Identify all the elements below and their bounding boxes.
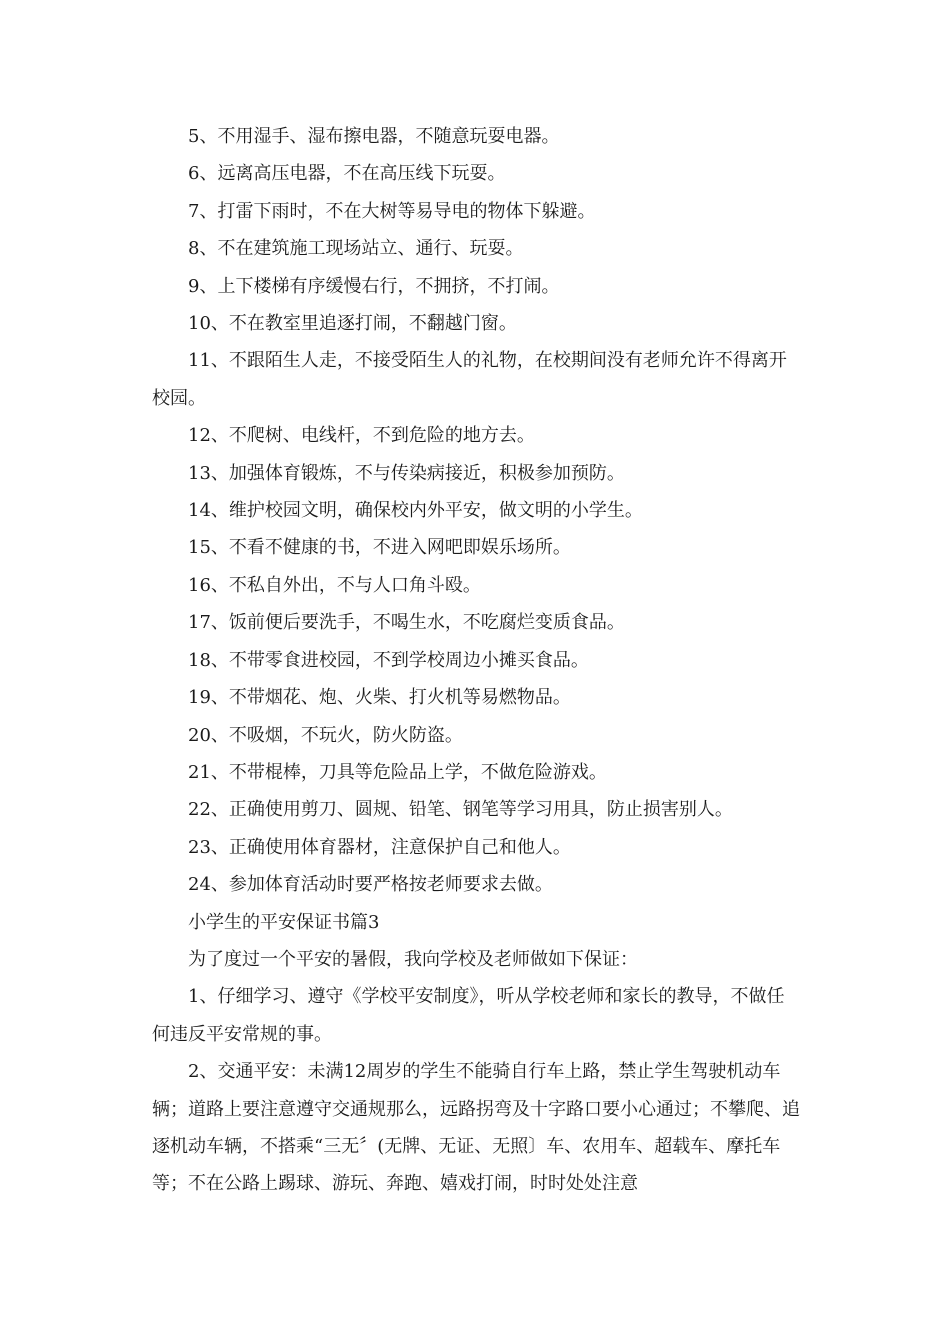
rule-item-6: 6、远离高压电器，不在高压线下玩耍。: [188, 163, 506, 185]
rule-item-7: 7、打雷下雨时，不在大树等易导电的物体下躲避。: [188, 200, 596, 222]
rule-item-8: 8、不在建筑施工现场站立、通行、玩耍。: [188, 238, 524, 260]
section-heading: 小学生的平安保证书篇3: [188, 911, 380, 933]
document-body: [152, 118, 802, 1203]
rule-item-10: 10、不在教室里追逐打闹，不翻越门窗。: [188, 313, 517, 335]
rule-item-15: 15、不看不健康的书，不进入网吧即娱乐场所。: [188, 537, 571, 559]
rule-item-22: 22、正确使用剪刀、圆规、铅笔、钢笔等学习用具，防止损害别人。: [188, 799, 733, 821]
rule-item-18: 18、不带零食进校园，不到学校周边小摊买食品。: [188, 649, 589, 671]
rule-item-13: 13、加强体育锻炼，不与传染病接近，积极参加预防。: [188, 462, 625, 484]
rule-item-17: 17、饭前便后要洗手，不喝生水，不吃腐烂变质食品。: [188, 612, 625, 634]
pledge-item-1: 1、仔细学习、遵守《学校平安制度》，听从学校老师和家长的教导，不做任何违反平安常规的事。: [152, 986, 785, 1045]
rule-item-9: 9、上下楼梯有序缓慢右行，不拥挤，不打闹。: [188, 275, 560, 297]
rule-item-11: 11、不跟陌生人走，不接受陌生人的礼物，在校期间没有老师允许不得离开校园。: [152, 350, 787, 409]
rule-item-16: 16、不私自外出，不与人口角斗殴。: [188, 574, 481, 596]
rule-item-5: 5、不用湿手、湿布擦电器，不随意玩耍电器。: [188, 126, 560, 147]
rule-item-21: 21、不带棍棒，刀具等危险品上学，不做危险游戏。: [188, 761, 607, 783]
rule-item-23: 23、正确使用体育器材，注意保护自己和他人。: [188, 836, 571, 858]
pledge-item-2: 2、交通平安：未满12周岁的学生不能骑自行车上路，禁止学生驾驶机动车辆；道路上要注意遵守交通规那么，远路拐弯及十字路口要小心通过；不攀爬、追逐机动车辆，不搭乘“三无〞(无牌、无证、无照〕车、农用车、超载车、摩托车等；不在公路上踢球、游玩、奔跑、嬉戏打闹，时时处处注意: [152, 1061, 800, 1195]
rule-item-24: 24、参加体育活动时要严格按老师要求去做。: [188, 874, 553, 896]
rule-item-14: 14、维护校园文明，确保校内外平安，做文明的小学生。: [188, 500, 643, 522]
rule-item-12: 12、不爬树、电线杆，不到危险的地方去。: [188, 425, 535, 447]
intro-paragraph: 为了度过一个平安的暑假，我向学校及老师做如下保证：: [188, 948, 638, 970]
rule-item-19: 19、不带烟花、炮、火柴、打火机等易燃物品。: [188, 687, 571, 709]
rule-item-20: 20、不吸烟，不玩火，防火防盗。: [188, 724, 463, 746]
